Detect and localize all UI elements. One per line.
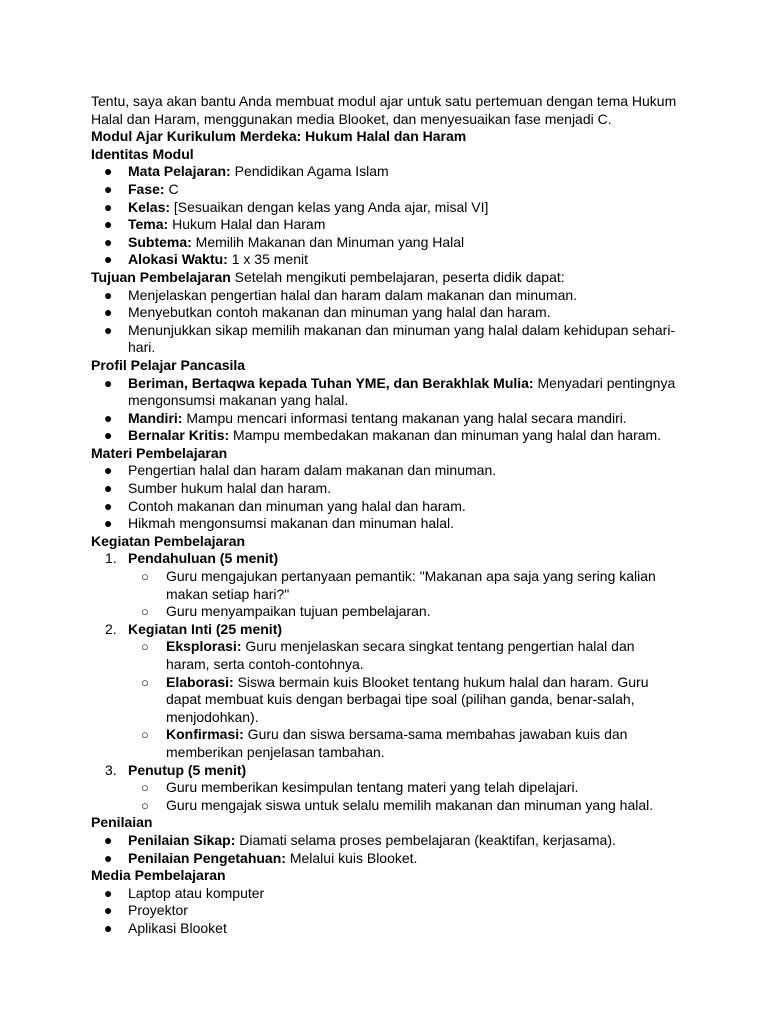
step-title: Penutup (5 menit): [128, 761, 247, 778]
item-label: Subtema:: [128, 233, 192, 250]
bullet-icon: ●: [104, 321, 113, 338]
list-item: [91, 850, 681, 868]
item-label: Penilaian Pengetahuan:: [128, 849, 286, 866]
bullet-icon: ●: [104, 884, 113, 901]
kegiatan-list: [91, 550, 681, 814]
item-text: Guru dan siswa bersama-sama membahas jawaban kuis dan memberikan penjelasan tambahan.: [166, 726, 628, 760]
item-label: Kelas:: [128, 198, 171, 215]
step-number: 1.: [105, 550, 117, 567]
item-text: Pendidikan Agama Islam: [230, 163, 389, 180]
section-heading-materi: Materi Pembelajaran: [91, 444, 228, 461]
list-item: [91, 515, 681, 533]
list-item: [91, 832, 681, 850]
item-text: Guru mengajukan pertanyaan pemantik: "Makanan apa saja yang sering kalian makan setiap hari?": [166, 568, 656, 602]
list-item: [91, 304, 681, 322]
kegiatan-step: [91, 762, 681, 780]
list-item: [91, 163, 681, 181]
item-text: Mampu mencari informasi tentang makanan yang halal secara mandiri.: [182, 409, 627, 426]
list-item: [91, 498, 681, 516]
item-text: Diamati selama proses pembelajaran (keaktifan, kerjasama).: [235, 831, 616, 848]
item-text: Hikmah mengonsumsi makanan dan minuman halal.: [128, 515, 455, 532]
bullet-icon: ●: [104, 374, 113, 391]
kegiatan-step: [91, 550, 681, 568]
item-label: Mandiri:: [128, 409, 183, 426]
step-title: Pendahuluan (5 menit): [128, 550, 279, 567]
circle-bullet-icon: ○: [141, 674, 149, 690]
tujuan-intro: Setelah mengikuti pembelajaran, peserta didik dapat:: [230, 268, 565, 285]
item-label: Alokasi Waktu:: [128, 251, 228, 268]
section-heading-tujuan: Tujuan Pembelajaran: [91, 268, 231, 285]
media-list: [91, 885, 681, 938]
identitas-list: [91, 163, 681, 269]
item-text: 1 x 35 menit: [227, 251, 308, 268]
list-item: [91, 199, 681, 217]
circle-bullet-icon: ○: [141, 797, 149, 813]
step-number: 2.: [105, 620, 117, 637]
bullet-icon: ●: [104, 409, 113, 426]
sub-list-item: [91, 674, 681, 727]
sub-list-item: [91, 726, 681, 761]
kegiatan-step: [91, 621, 681, 639]
bullet-icon: ●: [104, 902, 113, 919]
sub-list-item: [91, 603, 681, 621]
item-text: Memilih Makanan dan Minuman yang Halal: [191, 233, 465, 250]
list-item: [91, 480, 681, 498]
list-item: [91, 234, 681, 252]
list-item: [91, 216, 681, 234]
item-label: Penilaian Sikap:: [128, 831, 236, 848]
item-text: Siswa bermain kuis Blooket tentang hukum halal dan haram. Guru dapat membuat kuis dengan berbagai tipe soal (pilihan ganda, benar-salah, menjodohkan).: [166, 673, 649, 725]
intro-paragraph: Tentu, saya akan bantu Anda membuat modul ajar untuk satu pertemuan dengan tema Hukum Halal dan Haram, menggunakan media Blooket, dan menyesuaikan fase menjadi C.: [91, 93, 677, 127]
item-text: Guru menyampaikan tujuan pembelajaran.: [166, 603, 431, 620]
item-label: Elaborasi:: [166, 673, 234, 690]
item-label: Fase:: [128, 180, 165, 197]
bullet-icon: ●: [104, 163, 113, 180]
circle-bullet-icon: ○: [141, 727, 149, 743]
step-title: Kegiatan Inti (25 menit): [128, 620, 283, 637]
item-label: Konfirmasi:: [166, 726, 244, 743]
list-item: [91, 902, 681, 920]
bullet-icon: ●: [104, 849, 113, 866]
bullet-icon: ●: [104, 497, 113, 514]
item-text: Guru memberikan kesimpulan tentang materi yang telah dipelajari.: [166, 779, 579, 796]
item-text: Hukum Halal dan Haram: [168, 216, 326, 233]
sub-list-item: [91, 797, 681, 815]
sub-list-item: [91, 638, 681, 673]
section-heading-kegiatan: Kegiatan Pembelajaran: [91, 532, 246, 549]
item-label: Mata Pelajaran:: [128, 163, 231, 180]
item-label: Eksplorasi:: [166, 638, 242, 655]
materi-list: [91, 462, 681, 532]
circle-bullet-icon: ○: [141, 604, 149, 620]
list-item: [91, 251, 681, 269]
list-item: [91, 322, 681, 357]
item-text: Menyebutkan contoh makanan dan minuman yang halal dan haram.: [128, 304, 551, 321]
item-label: Bernalar Kritis:: [128, 427, 230, 444]
item-text: C: [164, 180, 179, 197]
bullet-icon: ●: [104, 831, 113, 848]
bullet-icon: ●: [104, 919, 113, 936]
bullet-icon: ●: [104, 480, 113, 497]
bullet-icon: ●: [104, 515, 113, 532]
list-item: [91, 427, 681, 445]
item-label: Beriman, Bertaqwa kepada Tuhan YME, dan Berakhlak Mulia:: [128, 374, 534, 391]
circle-bullet-icon: ○: [141, 569, 149, 585]
list-item: [91, 920, 681, 938]
bullet-icon: ●: [104, 180, 113, 197]
circle-bullet-icon: ○: [141, 639, 149, 655]
list-item: [91, 181, 681, 199]
item-text: Melalui kuis Blooket.: [285, 849, 418, 866]
section-heading-profil: Profil Pelajar Pancasila: [91, 356, 246, 373]
item-text: Aplikasi Blooket: [128, 919, 227, 936]
tujuan-paragraph: [91, 269, 681, 287]
item-text: [Sesuaikan dengan kelas yang Anda ajar, misal VI]: [170, 198, 489, 215]
item-label: Tema:: [128, 216, 169, 233]
item-text: Menunjukkan sikap memilih makanan dan minuman yang halal dalam kehidupan sehari-hari.: [128, 321, 676, 356]
sub-list-item: [91, 779, 681, 797]
bullet-icon: ●: [104, 233, 113, 250]
item-text: Guru mengajak siswa untuk selalu memilih makanan dan minuman yang halal.: [166, 796, 654, 813]
item-text: Sumber hukum halal dan haram.: [128, 480, 332, 497]
step-number: 3.: [105, 761, 117, 778]
section-heading-identitas: Identitas Modul: [91, 145, 194, 162]
list-item: [91, 287, 681, 305]
sub-list-item: [91, 568, 681, 603]
circle-bullet-icon: ○: [141, 780, 149, 796]
item-text: Guru menjelaskan secara singkat tentang pengertian halal dan haram, serta contoh-contohnya.: [166, 638, 635, 672]
list-item: [91, 462, 681, 480]
list-item: [91, 375, 681, 410]
bullet-icon: ●: [104, 427, 113, 444]
item-text: Laptop atau komputer: [128, 884, 265, 901]
bullet-icon: ●: [104, 198, 113, 215]
bullet-icon: ●: [104, 304, 113, 321]
list-item: [91, 410, 681, 428]
list-item: [91, 885, 681, 903]
module-title: Modul Ajar Kurikulum Merdeka: Hukum Halal dan Haram: [91, 128, 467, 145]
item-text: Proyektor: [128, 902, 188, 919]
tujuan-list: [91, 287, 681, 357]
penilaian-list: [91, 832, 681, 867]
item-text: Menyadari pentingnya mengonsumsi makanan yang halal.: [128, 374, 676, 409]
section-heading-penilaian: Penilaian: [91, 814, 153, 831]
item-text: Mampu membedakan makanan dan minuman yang halal dan haram.: [229, 427, 662, 444]
bullet-icon: ●: [104, 216, 113, 233]
bullet-icon: ●: [104, 251, 113, 268]
profil-list: [91, 375, 681, 445]
bullet-icon: ●: [104, 286, 113, 303]
section-heading-media: Media Pembelajaran: [91, 867, 226, 884]
document-page: [91, 93, 681, 938]
bullet-icon: ●: [104, 462, 113, 479]
item-text: Pengertian halal dan haram dalam makanan dan minuman.: [128, 462, 497, 479]
item-text: Contoh makanan dan minuman yang halal dan haram.: [128, 497, 466, 514]
item-text: Menjelaskan pengertian halal dan haram dalam makanan dan minuman.: [128, 286, 578, 303]
